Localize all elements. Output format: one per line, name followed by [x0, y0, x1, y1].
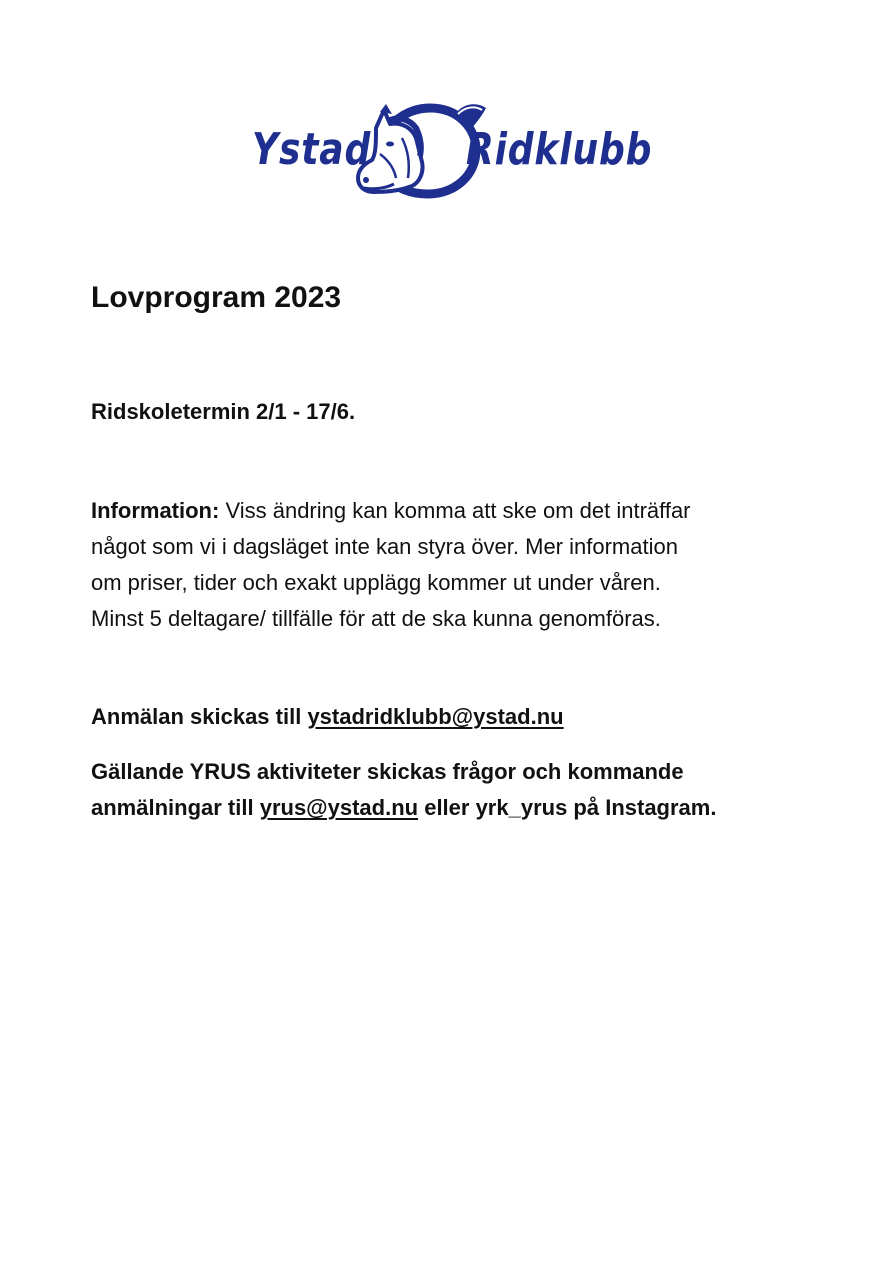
- yrus-prefix: anmälningar till: [91, 795, 260, 820]
- logo-word-ridklubb: Ridklubb: [466, 124, 653, 175]
- information-line-3: om priser, tider och exakt upplägg kommer ut under våren.: [91, 570, 661, 595]
- signup-prefix: Anmälan skickas till: [91, 704, 308, 729]
- page-title: Lovprogram 2023: [91, 281, 342, 314]
- information-text-1: Viss ändring kan komma att ske om det inträffar: [219, 498, 691, 523]
- club-logo: [252, 98, 653, 200]
- yrus-email-link[interactable]: yrus@ystad.nu: [259, 795, 419, 820]
- yrus-suffix: eller yrk_yrus på Instagram.: [418, 795, 717, 820]
- yrus-paragraph: [91, 754, 851, 826]
- yrus-line-1: Gällande YRUS aktiviteter skickas frågor och kommande: [91, 759, 684, 784]
- information-line-1: [91, 493, 811, 529]
- information-line-4: Minst 5 deltagare/ tillfälle för att de ska kunna genomföras.: [91, 606, 661, 631]
- logo-word-ystad: Ystad: [252, 124, 372, 175]
- information-line-2: något som vi i dagsläget inte kan styra över. Mer information: [91, 534, 678, 559]
- signup-line: [91, 703, 564, 732]
- term-dates: Ridskoletermin 2/1 - 17/6.: [91, 399, 356, 424]
- information-paragraph: [91, 493, 811, 637]
- yrus-line-2: [91, 790, 851, 826]
- information-label: Information:: [91, 498, 220, 523]
- signup-email-link[interactable]: ystadridklubb@ystad.nu: [307, 704, 564, 729]
